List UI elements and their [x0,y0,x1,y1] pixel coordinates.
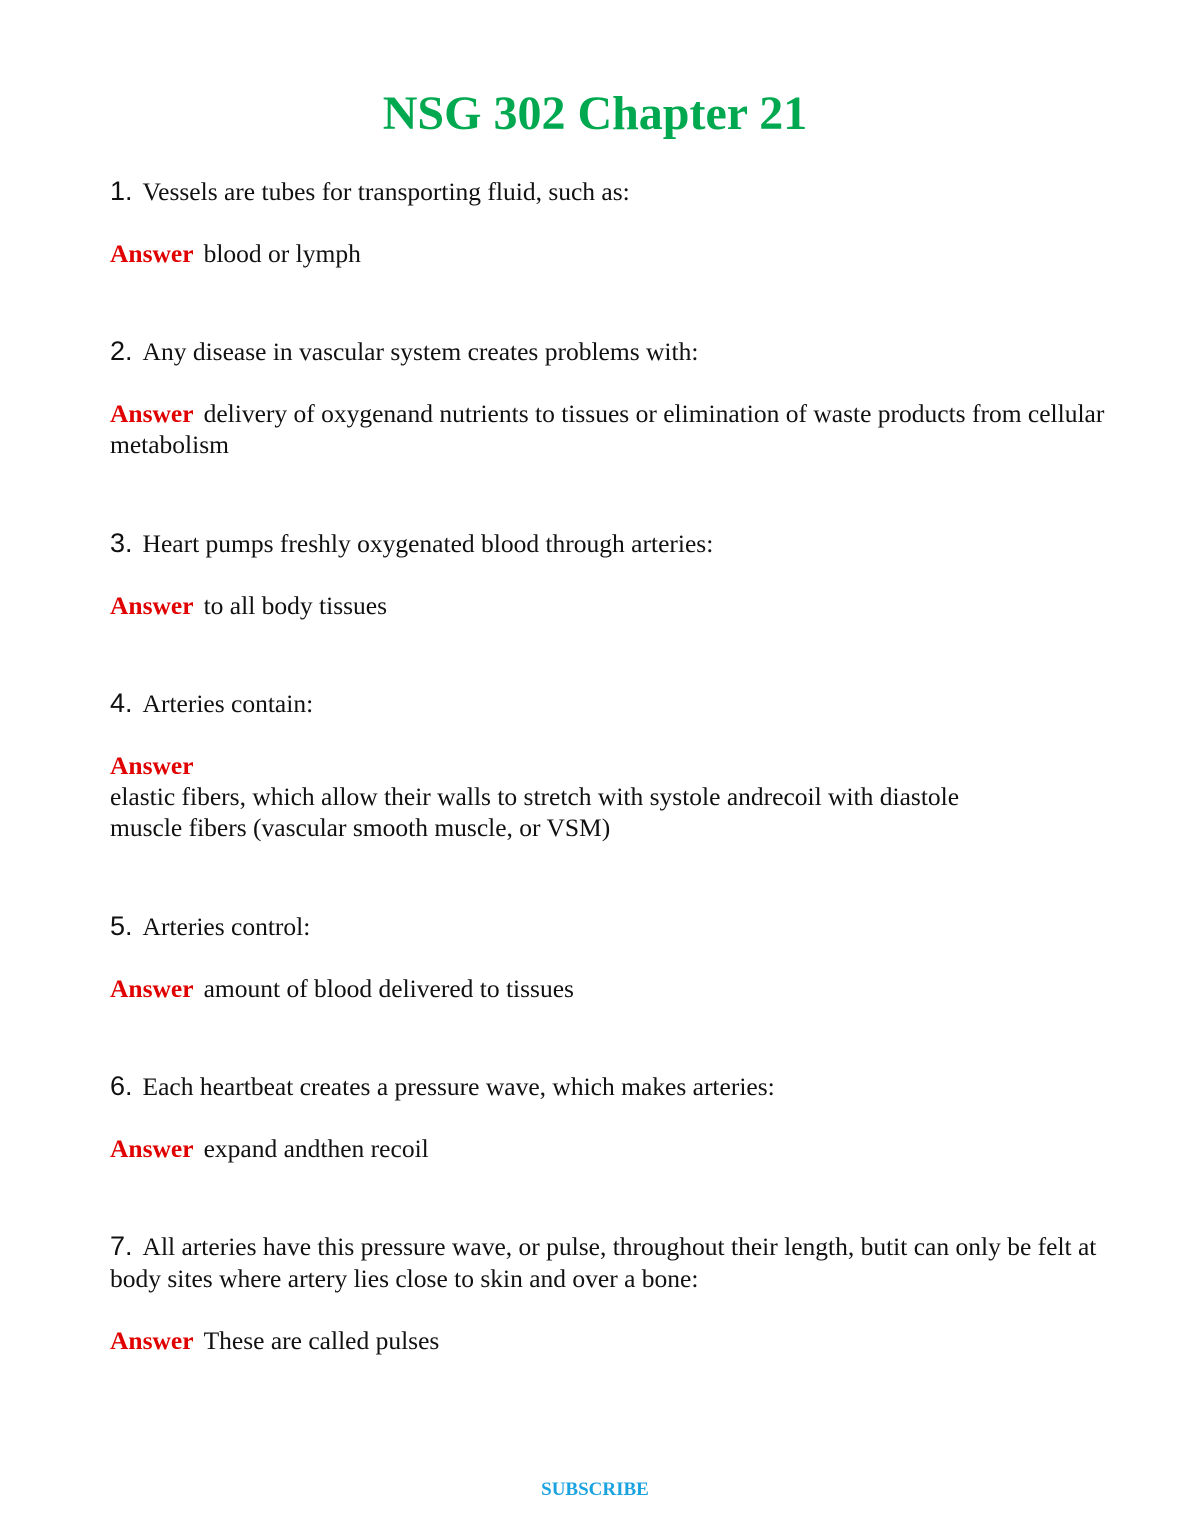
question [110,1070,1110,1103]
answer-text: amount of blood delivered to tissues [203,974,574,1003]
qa-item-3 [110,527,1110,621]
question [110,335,1110,368]
answer-text: blood or lymph [203,239,361,268]
question-number: 1. [110,176,133,206]
answer-label: Answer [110,591,194,620]
question-text: Each heartbeat creates a pressure wave, which makes arteries: [142,1072,775,1101]
answer [110,1133,1110,1164]
answer [110,590,1110,621]
question-text: Arteries control: [142,912,311,941]
question-text: Heart pumps freshly oxygenated blood through arteries: [142,529,714,558]
question-number: 2. [110,336,133,366]
answer-label: Answer [110,1326,194,1355]
answer [110,1325,1110,1356]
question [110,1230,1110,1295]
qa-item-7 [110,1230,1110,1356]
answer [110,750,1110,843]
answer [110,398,1110,460]
question-text: Any disease in vascular system creates problems with: [142,337,699,366]
answer-text: delivery of oxygenand nutrients to tissues or elimination of waste products from cellular metabolism [110,399,1105,459]
question-number: 4. [110,688,133,718]
question [110,527,1110,560]
question-text: Arteries contain: [142,689,314,718]
qa-item-5 [110,910,1110,1004]
answer-text: expand andthen recoil [203,1134,429,1163]
qa-item-6 [110,1070,1110,1164]
qa-item-1 [110,175,1110,269]
question [110,175,1110,208]
answer-line: elastic fibers, which allow their walls to stretch with systole andrecoil with diastole [110,782,960,811]
answer-label: Answer [110,974,194,1003]
qa-item-4 [110,687,1110,843]
qa-item-2 [110,335,1110,460]
question-text: Vessels are tubes for transporting fluid, such as: [142,177,630,206]
answer-label: Answer [110,399,194,428]
answer-label: Answer [110,239,194,268]
answer [110,973,1110,1004]
answer-text: to all body tissues [203,591,388,620]
question-number: 6. [110,1071,133,1101]
answer-text: These are called pulses [203,1326,440,1355]
subscribe-link[interactable]: SUBSCRIBE [541,1479,649,1500]
page-title: NSG 302 Chapter 21 [382,87,808,140]
answer [110,238,1110,269]
question-number: 3. [110,528,133,558]
question-text: All arteries have this pressure wave, or pulse, throughout their length, butit can only be felt at body sites where artery lies close to skin and over a bone: [110,1232,1097,1293]
question [110,687,1110,720]
answer-line: muscle fibers (vascular smooth muscle, or VSM) [110,813,611,842]
question-number: 7. [110,1231,133,1261]
question-number: 5. [110,911,133,941]
answer-label: Answer [110,751,194,780]
answer-label: Answer [110,1134,194,1163]
question [110,910,1110,943]
